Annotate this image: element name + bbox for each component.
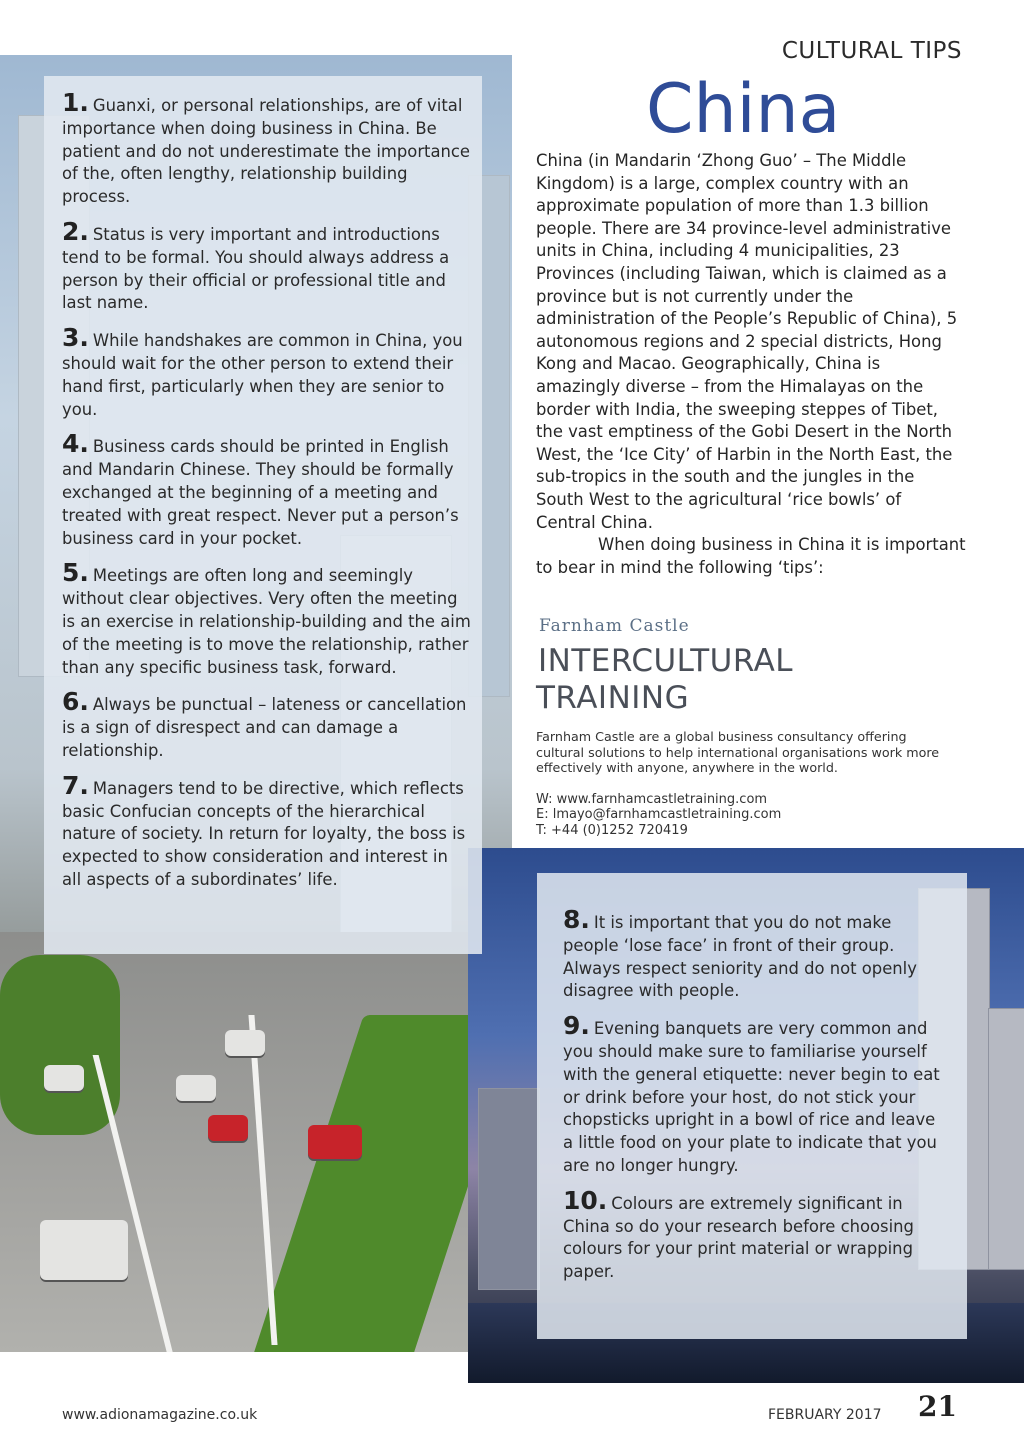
tip-5: [62, 558, 472, 679]
tip-6: [62, 687, 472, 762]
tip-number: 10.: [563, 1185, 608, 1215]
tip-3: [62, 323, 472, 421]
footer-date: FEBRUARY 2017: [768, 1407, 882, 1423]
tip-text: Always be punctual – lateness or cancellation is a sign of disrespect and can damage a relationship.: [62, 695, 467, 760]
tip-8: [563, 905, 943, 1003]
taxi: [208, 1115, 248, 1141]
trees: [0, 955, 120, 1135]
tip-number: 9.: [563, 1011, 590, 1041]
tip-1: [62, 88, 472, 209]
tip-number: 2.: [62, 216, 89, 246]
tip-text: Meetings are often long and seemingly without clear objectives. Very often the meeting is an exercise in relationship-building and the aim of the meeting is to move the relationship, rather than any specific business task, forward.: [62, 566, 471, 677]
farnham-logo-name: Farnham Castle: [539, 616, 690, 636]
page-number: 21: [918, 1390, 957, 1423]
tip-number: 7.: [62, 770, 89, 800]
taxi: [308, 1125, 362, 1159]
tip-number: 4.: [62, 429, 89, 459]
tip-9: [563, 1011, 943, 1178]
car: [44, 1065, 84, 1091]
tip-text: Colours are extremely significant in China so do your research before choosing colours for your print material or wrapping paper.: [563, 1193, 914, 1282]
intro-text: [536, 150, 966, 579]
car: [225, 1030, 265, 1056]
farnham-description: Farnham Castle are a global business consultancy offering cultural solutions to help international organisations work more effectively with anyone, anywhere in the world.: [536, 729, 940, 775]
tips-panel-left: [44, 76, 482, 954]
tip-10: [563, 1185, 943, 1284]
car: [176, 1075, 216, 1101]
farnham-contact: [536, 792, 781, 838]
intro-paragraph: China (in Mandarin ‘Zhong Guo’ – The Middle Kingdom) is a large, complex country with an approximate population of more than 1.3 billion people. There are 34 province-level administrative units in China, including 4 municipalities, 23 Provinces (including Taiwan, which is claimed as a province but is not currently under the administration of the People’s Republic of China), 5 autonomous regions and 2 special districts, Hong Kong and Macao. Geographically, China is amazingly diverse – from the Himalayas on the border with India, the sweeping steppes of Tibet, the vast emptiness of the Gobi Desert in the North West, the ‘Ice City’ of Harbin in the North East, the sub-tropics in the south and the jungles in the South West to the agricultural ‘rice bowls’ of Central China.: [536, 151, 958, 532]
tip-text: While handshakes are common in China, you should wait for the other person to extend their hand first, particularly when they are senior to you.: [62, 331, 463, 419]
tips-panel-right: [537, 873, 967, 1339]
farnham-logo-line1: INTERCULTURAL: [538, 643, 794, 679]
tip-text: It is important that you do not make people ‘lose face’ in front of their group. Always respect seniority and do not openly disagree with people.: [563, 913, 917, 1001]
tip-number: 6.: [62, 687, 89, 717]
footer-website[interactable]: www.adionamagazine.co.uk: [62, 1407, 258, 1423]
contact-web[interactable]: W: www.farnhamcastletraining.com: [536, 792, 768, 807]
tip-number: 8.: [563, 905, 590, 934]
page-title: China: [646, 70, 841, 149]
tip-number: 1.: [62, 88, 89, 117]
tip-text: Evening banquets are very common and you should make sure to familiarise yourself with the general etiquette: never begin to eat or drink before your host, do not stick your chopsticks upright in a bowl of rice and leave a little food on your plate to indicate that you are no longer hungry.: [563, 1019, 940, 1175]
tip-4: [62, 429, 472, 550]
tip-number: 3.: [62, 323, 89, 353]
tip-text: Business cards should be printed in English and Mandarin Chinese. They should be formally exchanged at the beginning of a meeting and treated with great respect. Never put a person’s business card in your pocket.: [62, 437, 459, 548]
car: [40, 1220, 128, 1280]
intro-paragraph: When doing business in China it is important to bear in mind the following ‘tips’:: [536, 535, 966, 577]
tip-text: Guanxi, or personal relationships, are of vital importance when doing business in China. Be patient and do not underestimate the importance of the, often lengthy, relationship building process.: [62, 96, 471, 207]
contact-email[interactable]: E: lmayo@farnhamcastletraining.com: [536, 807, 782, 823]
building: [478, 1088, 540, 1290]
contact-phone: T: +44 (0)1252 720419: [536, 822, 688, 838]
section-label: CULTURAL TIPS: [781, 38, 962, 64]
tip-text: Managers tend to be directive, which reflects basic Confucian concepts of the hierarchical nature of society. In return for loyalty, the boss is expected to show consideration and interest in all aspects of a subordinates’ life.: [62, 778, 466, 889]
tip-number: 5.: [62, 558, 89, 588]
tip-7: [62, 770, 472, 892]
skyscraper: [988, 1008, 1024, 1270]
farnham-logo-line2: TRAINING: [536, 680, 690, 716]
tip-text: Status is very important and introductions tend to be formal. You should always address a person by their official or professional title and last name.: [62, 224, 450, 313]
tip-2: [62, 216, 472, 315]
